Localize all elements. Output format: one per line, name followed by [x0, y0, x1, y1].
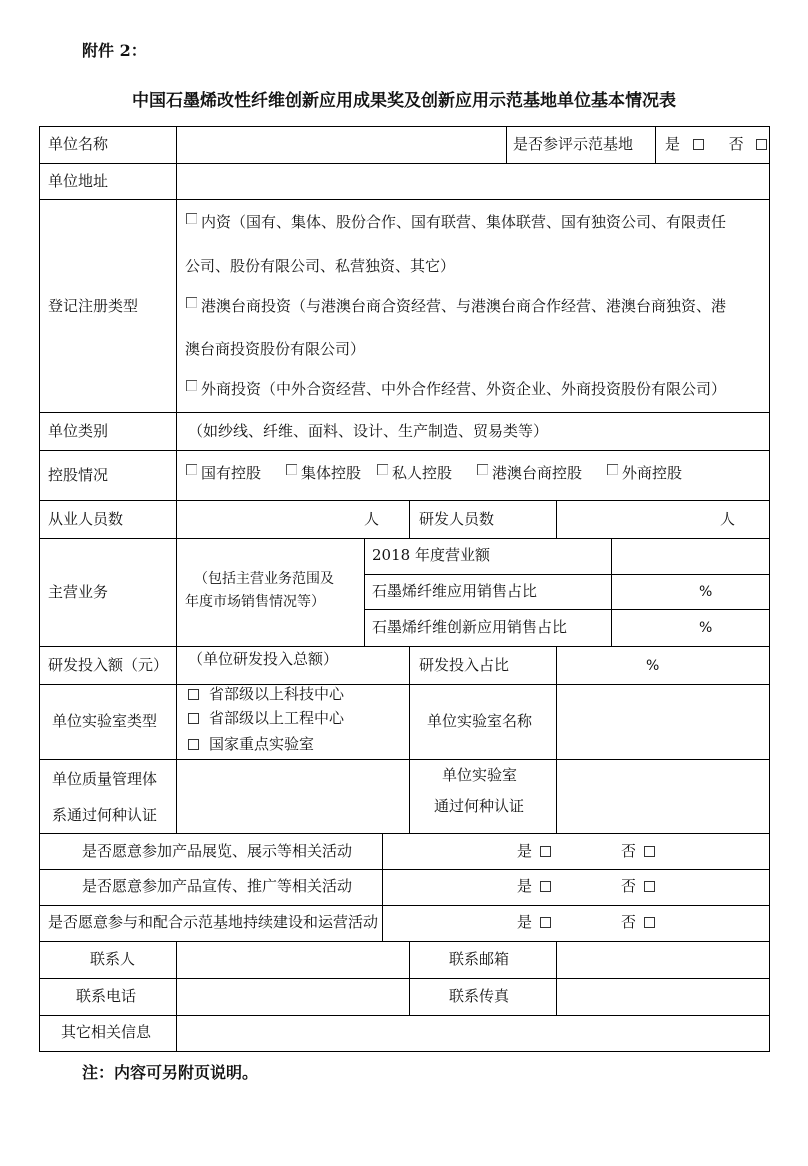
q-demo-yes: 是: [517, 915, 553, 930]
demo-base-yes-checkbox[interactable]: [693, 139, 704, 150]
holding-state: 国有控股: [186, 464, 261, 481]
demo-base-no-checkbox[interactable]: [756, 139, 767, 150]
reg-hkmt-line2: 澳台商投资股份有限公司）: [185, 340, 366, 358]
unit-category-hint: （如纱线、纤维、面料、设计、生产制造、贸易类等）: [188, 422, 549, 440]
rd-staff-label: 研发人员数: [419, 510, 495, 528]
q-promo-label: 是否愿意参加产品宣传、推广等相关活动: [82, 877, 353, 895]
q-promo-yes: 是: [517, 879, 553, 894]
reg-domestic-line1: 内资（国有、集体、股份合作、国有联营、集体联营、国有独资公司、有限责任: [186, 213, 726, 230]
demo-base-yes-label: 是: [665, 135, 681, 153]
main-business-label: 主营业务: [48, 583, 109, 601]
main-business-hint-1: （包括主营业务范围及: [194, 571, 334, 587]
quality-cert-label-2: 系通过何种认证: [52, 806, 158, 824]
unit-name-input[interactable]: [179, 127, 505, 162]
q-exhibit-no-checkbox[interactable]: [644, 846, 655, 857]
q-demo-no: 否: [621, 915, 657, 930]
holding-hkmt: 港澳台商控股: [477, 464, 582, 481]
lab-type-option-2: 省部级以上工程中心: [186, 711, 344, 726]
rd-total-hint: （单位研发投入总额）: [188, 650, 339, 668]
q-exhibit-label: 是否愿意参加产品展览、展示等相关活动: [82, 842, 353, 860]
holding-collective-checkbox[interactable]: [286, 464, 297, 475]
other-info-label: 其它相关信息: [61, 1023, 152, 1041]
unit-name-label: 单位名称: [48, 135, 109, 153]
graphene-innov-ratio-label: 石墨烯纤维创新应用销售占比: [372, 618, 568, 636]
phone-label: 联系电话: [76, 987, 137, 1005]
revenue-2018-label: 2018 年度营业额: [372, 546, 490, 564]
lab-type-option-3: 国家重点实验室: [186, 737, 314, 752]
unit-category-label: 单位类别: [48, 422, 109, 440]
graphene-sales-ratio-label: 石墨烯纤维应用销售占比: [372, 582, 538, 600]
demo-base-no-label: 否: [728, 135, 744, 153]
footer-note: 注：内容可另附页说明。: [82, 1063, 259, 1082]
graphene-sales-percent: %: [699, 584, 713, 600]
rd-ratio-percent: %: [646, 658, 660, 674]
reg-hkmt-line1: 港澳台商投资（与港澳台商合资经营、与港澳台商合作经营、港澳台商独资、港: [186, 297, 726, 314]
holding-private: 私人控股: [377, 464, 452, 481]
page-title: 中国石墨烯改性纤维创新应用成果奖及创新应用示范基地单位基本情况表: [132, 91, 676, 111]
holding-collective: 集体控股: [286, 464, 361, 481]
reg-foreign-checkbox[interactable]: [186, 380, 197, 391]
lab-type-checkbox-3[interactable]: [188, 739, 199, 750]
lab-cert-label-1: 单位实验室: [442, 766, 518, 784]
holding-hkmt-checkbox[interactable]: [477, 464, 488, 475]
employees-unit: 人: [364, 510, 380, 528]
registration-form-table: [39, 126, 770, 1052]
q-demo-label: 是否愿意参与和配合示范基地持续建设和运营活动: [48, 913, 379, 931]
demo-base-label: 是否参评示范基地: [513, 135, 634, 153]
q-demo-no-checkbox[interactable]: [644, 917, 655, 928]
reg-type-label: 登记注册类型: [48, 297, 139, 315]
lab-type-option-1: 省部级以上科技中心: [186, 687, 344, 702]
email-label: 联系邮箱: [449, 950, 510, 968]
holding-foreign: 外商控股: [607, 464, 682, 481]
rd-staff-unit: 人: [720, 510, 736, 528]
holding-private-checkbox[interactable]: [377, 464, 388, 475]
fax-label: 联系传真: [449, 987, 510, 1005]
reg-hkmt-checkbox[interactable]: [186, 297, 197, 308]
lab-name-label: 单位实验室名称: [427, 712, 533, 730]
graphene-innov-percent: %: [699, 620, 713, 636]
contact-label: 联系人: [90, 950, 136, 968]
q-promo-no-checkbox[interactable]: [644, 881, 655, 892]
main-business-hint-2: 年度市场销售情况等）: [185, 594, 325, 610]
address-input[interactable]: [179, 164, 768, 198]
q-promo-no: 否: [621, 879, 657, 894]
lab-type-checkbox-1[interactable]: [188, 689, 199, 700]
quality-cert-label-1: 单位质量管理体: [52, 770, 158, 788]
reg-domestic-checkbox[interactable]: [186, 213, 197, 224]
q-exhibit-no: 否: [621, 844, 657, 859]
q-demo-yes-checkbox[interactable]: [540, 917, 551, 928]
reg-domestic-line2: 公司、股份有限公司、私营独资、其它）: [185, 257, 456, 275]
attachment-label: 附件 2：: [82, 41, 147, 60]
q-exhibit-yes-checkbox[interactable]: [540, 846, 551, 857]
demo-base-options: [665, 137, 769, 152]
holding-state-checkbox[interactable]: [186, 464, 197, 475]
q-promo-yes-checkbox[interactable]: [540, 881, 551, 892]
employees-label: 从业人员数: [48, 510, 124, 528]
reg-foreign-line: 外商投资（中外合资经营、中外合作经营、外资企业、外商投资股份有限公司）: [186, 380, 726, 397]
q-exhibit-yes: 是: [517, 844, 553, 859]
lab-type-checkbox-2[interactable]: [188, 713, 199, 724]
address-label: 单位地址: [48, 172, 109, 190]
holding-label: 控股情况: [48, 466, 109, 484]
rd-investment-label: 研发投入额（元）: [48, 656, 169, 674]
lab-type-label: 单位实验室类型: [52, 712, 158, 730]
rd-ratio-label: 研发投入占比: [419, 656, 510, 674]
holding-foreign-checkbox[interactable]: [607, 464, 618, 475]
lab-cert-label-2: 通过何种认证: [434, 797, 525, 815]
